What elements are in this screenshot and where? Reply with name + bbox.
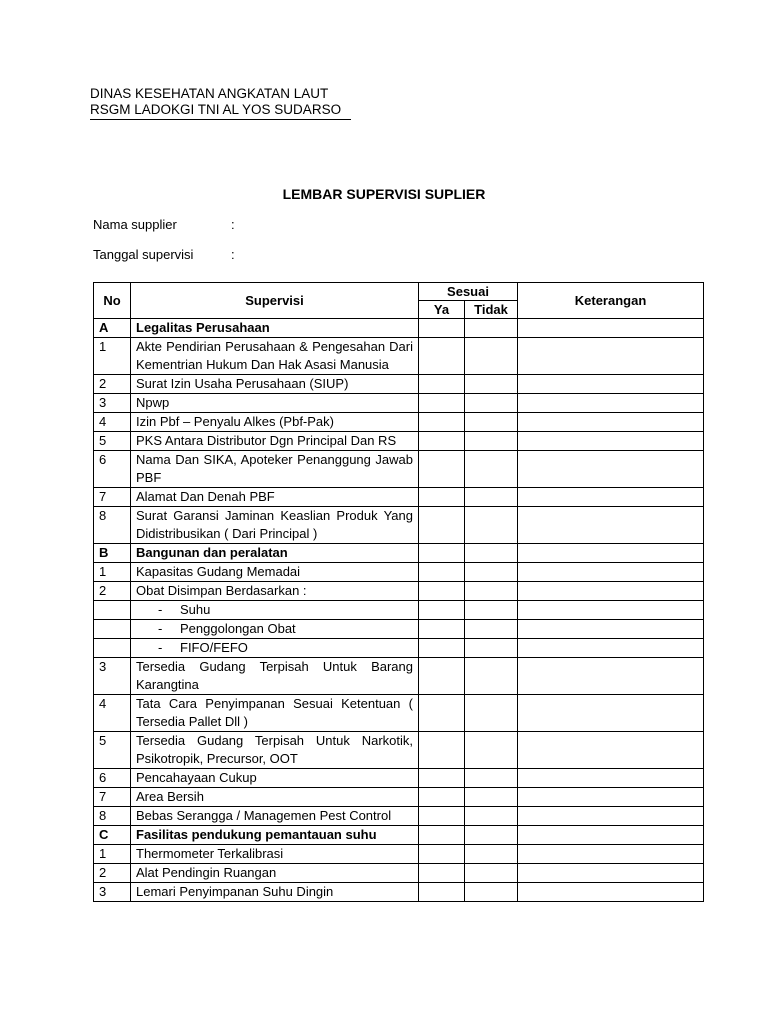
ya-cell[interactable] (419, 488, 465, 507)
keterangan-cell[interactable] (518, 639, 704, 658)
keterangan-cell[interactable] (518, 507, 704, 544)
keterangan-cell[interactable] (518, 845, 704, 864)
keterangan-cell[interactable] (518, 319, 704, 338)
keterangan-cell[interactable] (518, 563, 704, 582)
ya-cell[interactable] (419, 807, 465, 826)
row-number (94, 620, 131, 639)
supplier-name-label: Nama supplier (93, 217, 177, 232)
ya-cell[interactable] (419, 826, 465, 845)
row-supervisi-text: Npwp (131, 394, 419, 413)
supplier-name-field (93, 217, 235, 232)
tidak-cell[interactable] (465, 788, 518, 807)
row-supervisi-text: Akte Pendirian Perusahaan & Pengesahan Dari Kementrian Hukum Dan Hak Asasi Manusia (131, 338, 419, 375)
tidak-cell[interactable] (465, 375, 518, 394)
row-number (94, 639, 131, 658)
table-row (94, 413, 704, 432)
keterangan-cell[interactable] (518, 338, 704, 375)
ya-cell[interactable] (419, 639, 465, 658)
table-row (94, 507, 704, 544)
row-supervisi-text: Alat Pendingin Ruangan (131, 864, 419, 883)
table-row (94, 582, 704, 601)
row-supervisi-text: Legalitas Perusahaan (131, 319, 419, 338)
document-title: LEMBAR SUPERVISI SUPLIER (282, 186, 486, 202)
keterangan-cell[interactable] (518, 488, 704, 507)
keterangan-cell[interactable] (518, 658, 704, 695)
row-supervisi-text: Tersedia Gudang Terpisah Untuk Barang Karangtina (131, 658, 419, 695)
row-item-text: FIFO/FEFO (180, 640, 248, 655)
table-row (94, 601, 704, 620)
keterangan-cell[interactable] (518, 394, 704, 413)
tidak-cell[interactable] (465, 432, 518, 451)
table-row (94, 826, 704, 845)
supervision-date-field (93, 247, 235, 262)
row-number: 5 (94, 732, 131, 769)
ya-cell[interactable] (419, 582, 465, 601)
tidak-cell[interactable] (465, 451, 518, 488)
row-number: 8 (94, 807, 131, 826)
letterhead-line-1: DINAS KESEHATAN ANGKATAN LAUT (90, 86, 329, 101)
tidak-cell[interactable] (465, 769, 518, 788)
keterangan-cell[interactable] (518, 788, 704, 807)
ya-cell[interactable] (419, 563, 465, 582)
table-row (94, 563, 704, 582)
tidak-cell[interactable] (465, 732, 518, 769)
row-number: 1 (94, 563, 131, 582)
table-row (94, 639, 704, 658)
tidak-cell[interactable] (465, 620, 518, 639)
keterangan-cell[interactable] (518, 413, 704, 432)
row-supervisi-text: Alamat Dan Denah PBF (131, 488, 419, 507)
table-row (94, 658, 704, 695)
ya-cell[interactable] (419, 732, 465, 769)
row-number: 3 (94, 394, 131, 413)
row-supervisi-text: Izin Pbf – Penyalu Alkes (Pbf-Pak) (131, 413, 419, 432)
list-dash: - (158, 621, 163, 636)
row-supervisi-text: Bebas Serangga / Managemen Pest Control (131, 807, 419, 826)
table-row (94, 732, 704, 769)
row-supervisi-text: Obat Disimpan Berdasarkan : (131, 582, 419, 601)
row-supervisi-text: Thermometer Terkalibrasi (131, 845, 419, 864)
ya-cell[interactable] (419, 338, 465, 375)
table-row (94, 807, 704, 826)
table-row (94, 451, 704, 488)
tidak-cell[interactable] (465, 826, 518, 845)
table-row (94, 375, 704, 394)
ya-cell[interactable] (419, 375, 465, 394)
row-number: B (94, 544, 131, 563)
supervision-date-label: Tanggal supervisi (93, 247, 194, 262)
keterangan-cell[interactable] (518, 432, 704, 451)
row-supervisi-text: Tersedia Gudang Terpisah Untuk Narkotik, Psikotropik, Precursor, OOT (131, 732, 419, 769)
keterangan-cell[interactable] (518, 375, 704, 394)
row-supervisi-text: Pencahayaan Cukup (131, 769, 419, 788)
tidak-cell[interactable] (465, 582, 518, 601)
table-row (94, 864, 704, 883)
row-supervisi-text: Surat Izin Usaha Perusahaan (SIUP) (131, 375, 419, 394)
tidak-cell[interactable] (465, 845, 518, 864)
row-number (94, 601, 131, 620)
row-number: 3 (94, 658, 131, 695)
row-supervisi-text (131, 620, 419, 639)
keterangan-cell[interactable] (518, 544, 704, 563)
col-header-tidak: Tidak (465, 301, 518, 319)
row-number: 2 (94, 864, 131, 883)
table-row (94, 620, 704, 639)
row-item-text: Suhu (180, 602, 211, 617)
keterangan-cell[interactable] (518, 451, 704, 488)
row-number: C (94, 826, 131, 845)
row-supervisi-text: Fasilitas pendukung pemantauan suhu (131, 826, 419, 845)
tidak-cell[interactable] (465, 413, 518, 432)
row-supervisi-text: PKS Antara Distributor Dgn Principal Dan RS (131, 432, 419, 451)
row-number: 7 (94, 788, 131, 807)
row-number: 2 (94, 375, 131, 394)
tidak-cell[interactable] (465, 507, 518, 544)
tidak-cell[interactable] (465, 695, 518, 732)
keterangan-cell[interactable] (518, 769, 704, 788)
tidak-cell[interactable] (465, 864, 518, 883)
tidak-cell[interactable] (465, 658, 518, 695)
col-header-supervisi: Supervisi (131, 283, 419, 319)
row-number: 4 (94, 413, 131, 432)
letterhead-line-2: RSGM LADOKGI TNI AL YOS SUDARSO (90, 102, 351, 120)
ya-cell[interactable] (419, 413, 465, 432)
tidak-cell[interactable] (465, 601, 518, 620)
tidak-cell[interactable] (465, 319, 518, 338)
row-number: 6 (94, 769, 131, 788)
tidak-cell[interactable] (465, 338, 518, 375)
tidak-cell[interactable] (465, 544, 518, 563)
supervision-date-colon: : (231, 247, 235, 262)
tidak-cell[interactable] (465, 563, 518, 582)
table-row (94, 845, 704, 864)
tidak-cell[interactable] (465, 807, 518, 826)
ya-cell[interactable] (419, 432, 465, 451)
row-supervisi-text: Surat Garansi Jaminan Keaslian Produk Yang Didistribusikan ( Dari Principal ) (131, 507, 419, 544)
ya-cell[interactable] (419, 769, 465, 788)
row-supervisi-text: Kapasitas Gudang Memadai (131, 563, 419, 582)
ya-cell[interactable] (419, 620, 465, 639)
ya-cell[interactable] (419, 845, 465, 864)
keterangan-cell[interactable] (518, 883, 704, 902)
table-row (94, 695, 704, 732)
tidak-cell[interactable] (465, 883, 518, 902)
table-row (94, 769, 704, 788)
keterangan-cell[interactable] (518, 620, 704, 639)
row-supervisi-text: Lemari Penyimpanan Suhu Dingin (131, 883, 419, 902)
keterangan-cell[interactable] (518, 807, 704, 826)
ya-cell[interactable] (419, 451, 465, 488)
table-row (94, 394, 704, 413)
table-row (94, 488, 704, 507)
row-number: 1 (94, 338, 131, 375)
keterangan-cell[interactable] (518, 732, 704, 769)
row-number: 8 (94, 507, 131, 544)
list-dash: - (158, 640, 163, 655)
ya-cell[interactable] (419, 394, 465, 413)
keterangan-cell[interactable] (518, 864, 704, 883)
supplier-name-colon: : (231, 217, 235, 232)
ya-cell[interactable] (419, 658, 465, 695)
ya-cell[interactable] (419, 788, 465, 807)
row-item-text: Penggolongan Obat (180, 621, 296, 636)
tidak-cell[interactable] (465, 639, 518, 658)
keterangan-cell[interactable] (518, 826, 704, 845)
row-number: 7 (94, 488, 131, 507)
ya-cell[interactable] (419, 544, 465, 563)
keterangan-cell[interactable] (518, 582, 704, 601)
row-number: A (94, 319, 131, 338)
row-number: 3 (94, 883, 131, 902)
table-row (94, 432, 704, 451)
table-body (94, 319, 704, 902)
row-number: 5 (94, 432, 131, 451)
supervision-table (93, 282, 704, 902)
ya-cell[interactable] (419, 695, 465, 732)
table-row (94, 319, 704, 338)
col-header-ya: Ya (419, 301, 465, 319)
table-row (94, 883, 704, 902)
col-header-keterangan: Keterangan (518, 283, 704, 319)
row-supervisi-text: Nama Dan SIKA, Apoteker Penanggung Jawab PBF (131, 451, 419, 488)
ya-cell[interactable] (419, 864, 465, 883)
tidak-cell[interactable] (465, 488, 518, 507)
row-supervisi-text: Bangunan dan peralatan (131, 544, 419, 563)
keterangan-cell[interactable] (518, 695, 704, 732)
table-row (94, 544, 704, 563)
table-row (94, 788, 704, 807)
col-header-no: No (94, 283, 131, 319)
ya-cell[interactable] (419, 601, 465, 620)
row-number: 4 (94, 695, 131, 732)
row-supervisi-text: Area Bersih (131, 788, 419, 807)
tidak-cell[interactable] (465, 394, 518, 413)
ya-cell[interactable] (419, 319, 465, 338)
row-number: 1 (94, 845, 131, 864)
row-supervisi-text: Tata Cara Penyimpanan Sesuai Ketentuan ( Tersedia Pallet Dll ) (131, 695, 419, 732)
letterhead (90, 86, 351, 120)
list-dash: - (158, 602, 163, 617)
ya-cell[interactable] (419, 883, 465, 902)
row-number: 2 (94, 582, 131, 601)
col-header-sesuai: Sesuai (419, 283, 518, 301)
row-supervisi-text (131, 639, 419, 658)
table-row (94, 338, 704, 375)
keterangan-cell[interactable] (518, 601, 704, 620)
row-supervisi-text (131, 601, 419, 620)
row-number: 6 (94, 451, 131, 488)
ya-cell[interactable] (419, 507, 465, 544)
